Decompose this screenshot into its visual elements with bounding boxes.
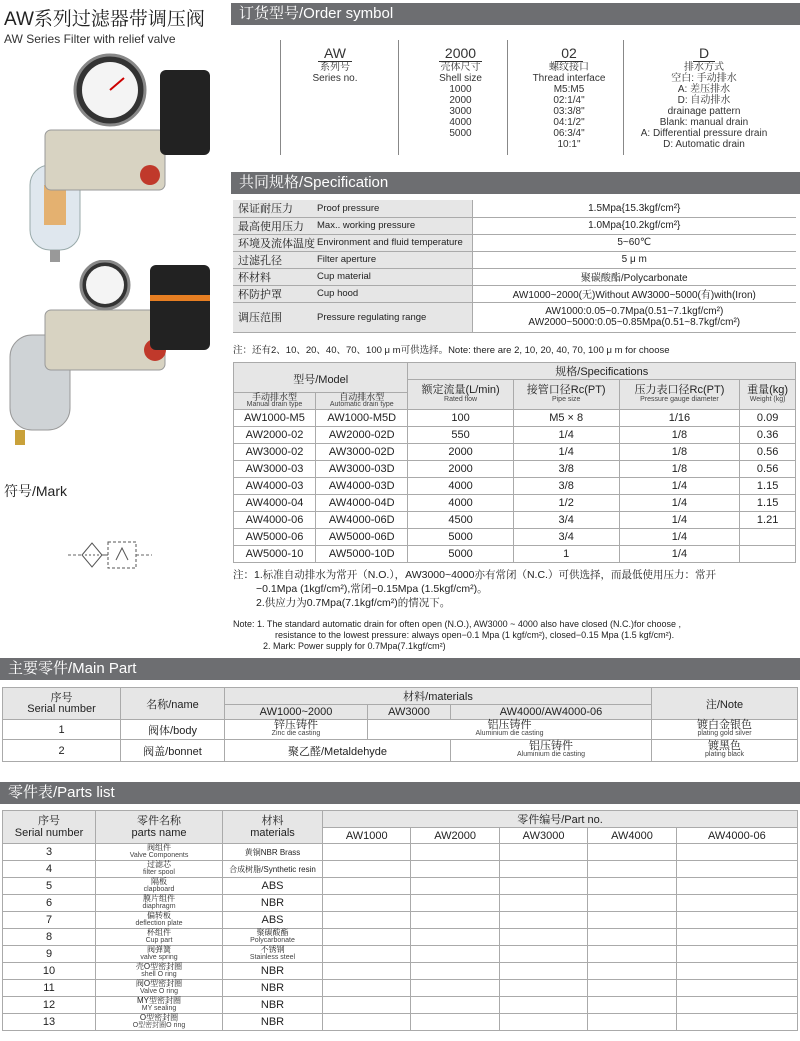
title-zh: AW系列过滤器带调压阀 [4, 9, 205, 30]
model-cell: 1.15 [740, 478, 796, 495]
spec-table [233, 200, 796, 333]
model-cell: 0.09 [740, 410, 796, 427]
spec-row: 保证耐压力 Proof pressure 1.5Mpa{15.3kgf/cm²} [233, 200, 796, 217]
product-image-aw4000 [0, 260, 225, 460]
spec-note: 注：还有2、10、20、40、70、100 μ m可供选择。Note: there are 2, 10, 20, 40, 70, 100 μ m for choose [233, 345, 670, 356]
model-cell: 1/2 [513, 495, 619, 512]
model-cell: AW4000-04 [234, 495, 316, 512]
mark-label: 符号/Mark [4, 483, 67, 499]
parts-list-bar: 零件表/Parts list [0, 782, 800, 804]
model-cell: 100 [408, 410, 513, 427]
title-en: AW Series Filter with relief valve [4, 32, 176, 46]
model-cell: AW3000-03 [234, 461, 316, 478]
parts-row: 6 膜片组件 diaphragm NBR [3, 895, 798, 912]
part-model-header: AW4000-06 [676, 828, 797, 844]
model-cell: AW4000-04D [315, 495, 408, 512]
model-cell [740, 546, 796, 563]
main-part-bar: 主要零件/Main Part [0, 658, 800, 680]
model-cell: AW3000-02 [234, 444, 316, 461]
spec-row-range: 调压范围 Pressure regulating range AW1000:0.05~0.7Mpa(0.51~7.1kgf/cm²) AW2000~5000:0.05~0.85Mpa(0.51~8.7kgf/cm²) [233, 302, 796, 332]
model-row [234, 478, 796, 495]
model-cell: AW1000-M5D [315, 410, 408, 427]
model-cell: AW5000-06 [234, 529, 316, 546]
model-cell: 1/4 [619, 546, 740, 563]
model-cell: 4000 [408, 478, 513, 495]
model-cell: 1/8 [619, 427, 740, 444]
model-cell: AW5000-10 [234, 546, 316, 563]
model-cell: AW5000-06D [315, 529, 408, 546]
model-row [234, 444, 796, 461]
model-cell: 1/16 [619, 410, 740, 427]
model-cell: AW5000-10D [315, 546, 408, 563]
spec-bar: 共同规格/Specification [231, 172, 800, 194]
spec-row: 环境及流体温度 Environment and fluid temperature 5~60℃ [233, 234, 796, 251]
parts-row: 12 MY型密封圈 MY sealing NBR [3, 997, 798, 1014]
parts-row: 10 壳O型密封圈 shell O ring NBR [3, 963, 798, 980]
model-cell: 0.56 [740, 461, 796, 478]
model-cell: 4500 [408, 512, 513, 529]
part-model-header: AW2000 [411, 828, 499, 844]
model-cell: 1/4 [619, 495, 740, 512]
parts-row: 9 阀弹簧 valve spring 不锈钢 Stainless steel [3, 946, 798, 963]
product-image-aw2000 [0, 50, 225, 265]
model-cell: 4000 [408, 495, 513, 512]
order-thread: 02 螺纹接口 Thread interface M5:M5 02:1/4" 03:3/8" 04:1/2" 06:3/4" 10:1" [532, 45, 606, 150]
model-cell: 1.15 [740, 495, 796, 512]
model-notes-zh: 注：1.标准自动排水为常开（N.O.），AW3000~4000亦有常闭（N.C.）可供选择，而最低使用压力：常开 −0.1Mpa (1kgf/cm²),常闭−0.15Mpa (1.5kgf/cm²)。 2.供应力为0.7Mpa(7.1kgf/cm²)的情况下。 [233, 569, 716, 609]
parts-row: 8 杯组件 Cup part 聚碳酸酯 Polycarbonate [3, 929, 798, 946]
model-cell: AW3000-03D [315, 461, 408, 478]
part-model-header: AW4000 [588, 828, 676, 844]
model-cell: 1/4 [619, 512, 740, 529]
model-cell: 0.56 [740, 444, 796, 461]
model-row [234, 529, 796, 546]
model-cell: AW3000-02D [315, 444, 408, 461]
model-cell [740, 529, 796, 546]
model-cell: M5 × 8 [513, 410, 619, 427]
spec-row: 过滤孔径 Filter aperture 5 μ m [233, 251, 796, 268]
model-cell: 1 [513, 546, 619, 563]
model-cell: AW2000-02 [234, 427, 316, 444]
model-row [234, 461, 796, 478]
model-cell: 3/8 [513, 461, 619, 478]
parts-row: 7 偏转板 deflection plate ABS [3, 912, 798, 929]
model-cell: AW4000-06 [234, 512, 316, 529]
main-part-row: 1 阀体/body 锌压铸件 Zinc die casting 铝压铸件 Aluminium die casting 镀白金银色 plating gold silver [3, 720, 798, 740]
model-cell: 3/4 [513, 529, 619, 546]
model-cell: 1/8 [619, 444, 740, 461]
model-cell: AW4000-06D [315, 512, 408, 529]
order-series: AW 系列号 Series no. [312, 45, 358, 84]
model-header: 型号/Model [234, 363, 408, 393]
main-part-table: 序号 Serial number 名称/name 材料/materials 注/Note AW1000~2000 AW3000 AW4000/AW4000-06 1 阀体/body 锌压铸件 Zinc die casting 铝压铸件 Aluminium die casting 镀白金银色 plating gold silver 2 阀盖/bonnet 聚乙醛/Metaldehyde 铝压铸件 Aluminium die casting 镀黑色 plating black [2, 687, 798, 762]
filter-regulator-symbol [60, 530, 160, 580]
order-shell: 2000 壳体尺寸 Shell size 1000 2000 3000 4000 5000 [439, 45, 482, 139]
model-row [234, 410, 796, 427]
parts-row: 3 阀组件 Valve Components 黄铜NBR Brass [3, 844, 798, 861]
model-cell: AW2000-02D [315, 427, 408, 444]
parts-table: 序号 Serial number 零件名称 parts name 材料 materials 零件编号/Part no. AW1000 AW2000 AW3000 AW4000 AW4000-06 3 阀组件 Valve Components 黄铜NBR Brass 4 过滤芯 filter spool 合成树脂/Synthetic resin 5 隔板 clapboard ABS 6 膜片组件 diaphragm NBR 7 偏转板 deflection plate ABS 8 杯组件 Cup part 聚碳酸酯 Polycarbonate 9 阀弹簧 valve spring 不锈钢 Stainless steel 10 壳O型密封圈 shell O ring NBR 11 阀O型密封圈 Valve O ring NBR 12 MY型密封圈 MY sealing NBR 13 O型密封圈 O型密封圈O ring NBR [2, 810, 798, 1031]
model-cell: 0.36 [740, 427, 796, 444]
model-cell: AW1000-M5 [234, 410, 316, 427]
model-cell: 3/8 [513, 478, 619, 495]
spec-row: 杯防护罩 Cup hood AW1000~2000(无)Without AW3000~5000(有)with(Iron) [233, 285, 796, 302]
model-cell: 5000 [408, 529, 513, 546]
parts-row: 4 过滤芯 filter spool 合成树脂/Synthetic resin [3, 861, 798, 878]
parts-row: 11 阀O型密封圈 Valve O ring NBR [3, 980, 798, 997]
model-row [234, 495, 796, 512]
model-cell: 3/4 [513, 512, 619, 529]
parts-row: 5 隔板 clapboard ABS [3, 878, 798, 895]
part-model-header: AW3000 [499, 828, 587, 844]
model-cell: 1/4 [513, 444, 619, 461]
model-cell: 1/4 [513, 427, 619, 444]
model-cell: 1.21 [740, 512, 796, 529]
model-notes-en: Note: 1. The standard automatic drain for often open (N.O.), AW3000 ~ 4000 also have closed (N.C.)for choose , resistance to the lowest pressure: always open−0.1 Mpa (1 kgf/cm²), closed−0.15 Mpa (1.5 kgf/cm²). 2. Mark: Power supply for 0.7Mpa(7.1kgf/cm²) [233, 619, 681, 651]
order-symbol-bar: 订货型号/Order symbol [231, 3, 800, 25]
model-table: 型号/Model 规格/Specifications 额定流量(L/min) Rated flow 接管口径Rc(PT) Pipe size 压力表口径Rc(PT) Pressure gauge diameter 重量(kg) Weight (kg) 手动排水型 Manual drain type 自动排水型 Automatic drain type AW1000-M5 AW1000-M5D 100 M5 × 8 1/16 0.09 AW2000-02 AW2000-02D 550 1/4 1/8 0.36 AW3000-02 AW3000-02D 2000 1/4 1/8 0.56 AW3000-03 AW3000-03D 2000 3/8 1/8 0.56 AW4000-03 AW4000-03D 4000 3/8 1/4 1.15 AW4000-04 AW4000-04D 4000 1/2 1/4 1.15 AW4000-06 AW4000-06D 4500 3/4 1/4 1.21 AW5000-06 AW5000-06D 5000 3/4 1/4 AW5000-10 AW5000-10D 5000 1 1/4 [233, 362, 796, 563]
model-cell: AW4000-03 [234, 478, 316, 495]
spec-row: 杯材料 Cup material 聚碳酸酯/Polycarbonate [233, 268, 796, 285]
model-cell: 1/4 [619, 529, 740, 546]
model-row [234, 512, 796, 529]
part-model-header: AW1000 [323, 828, 411, 844]
model-cell: 550 [408, 427, 513, 444]
model-cell: 2000 [408, 461, 513, 478]
model-cell: AW4000-03D [315, 478, 408, 495]
main-part-row: 2 阀盖/bonnet 聚乙醛/Metaldehyde 铝压铸件 Aluminium die casting 镀黑色 plating black [3, 740, 798, 762]
model-cell: 2000 [408, 444, 513, 461]
page-header [4, 4, 205, 46]
spec-row: 最高使用压力 Max.. working pressure 1.0Mpa{10.2kgf/cm²} [233, 217, 796, 234]
model-row [234, 546, 796, 563]
model-row [234, 427, 796, 444]
model-cell: 5000 [408, 546, 513, 563]
model-cell: 1/8 [619, 461, 740, 478]
model-cell: 1/4 [619, 478, 740, 495]
parts-row: 13 O型密封圈 O型密封圈O ring NBR [3, 1014, 798, 1031]
order-drain: D 排水方式 空白: 手动排水 A: 差压排水 D: 自动排水 drainage pattern Blank: manual drain A: Differential pressure drain D: Automatic drain [640, 45, 768, 150]
